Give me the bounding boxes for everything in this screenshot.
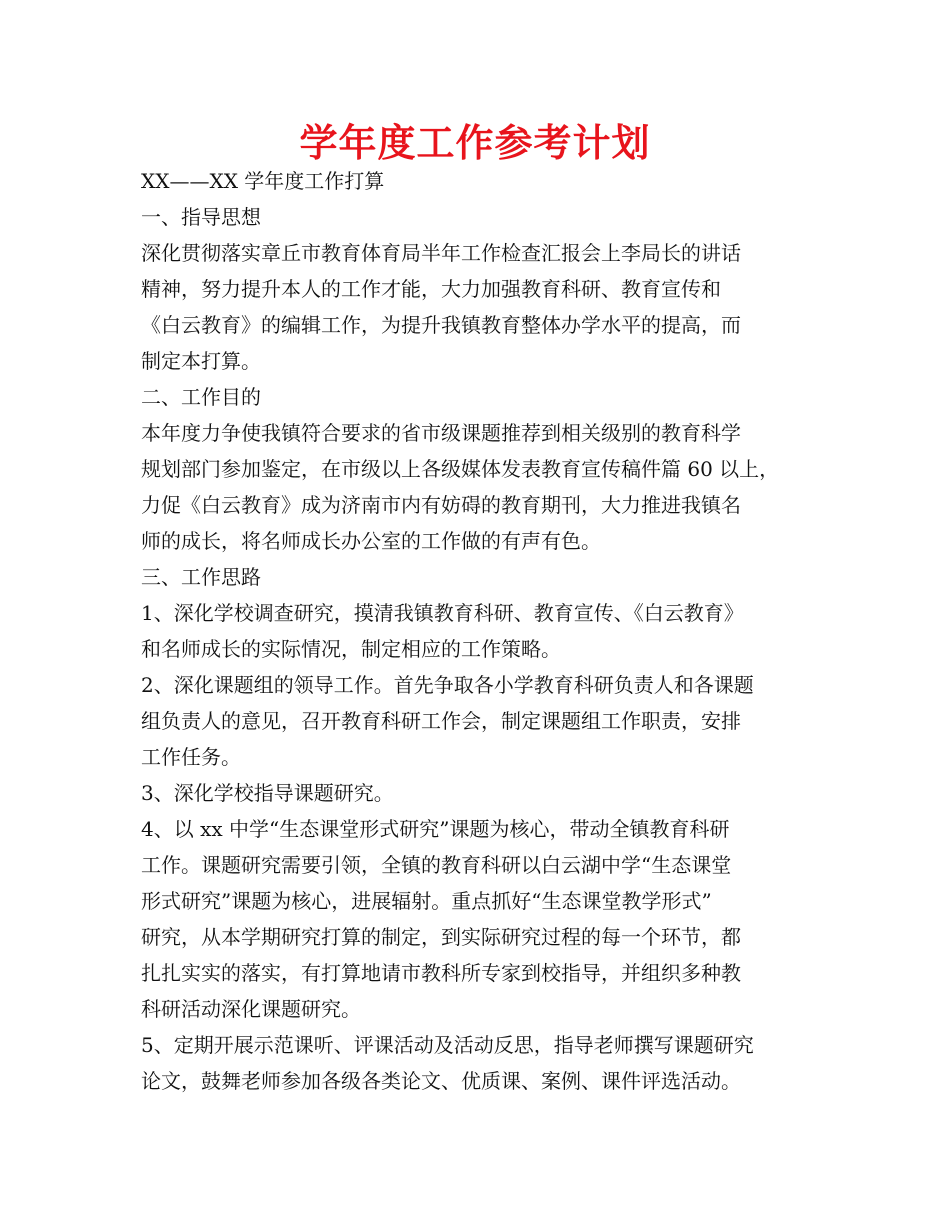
- text-line: 规划部门参加鉴定，在市级以上各级媒体发表教育宣传稿件篇 60 以上，: [141, 457, 780, 481]
- text-line: 扎扎实实的落实，有打算地请市教科所专家到校指导，并组织多种教: [141, 961, 741, 985]
- list-item: 4、以 xx 中学“生态课堂形式研究”课题为核心，带动全镇教育科研: [141, 817, 730, 841]
- text-line: XX——XX 学年度工作打算: [141, 169, 385, 193]
- document-title: 学年度工作参考计划: [299, 121, 651, 165]
- list-item: 3、深化学校指导课题研究。: [141, 781, 394, 805]
- text-line: 工作。课题研究需要引领，全镇的教育科研以白云湖中学“生态课堂: [141, 853, 732, 877]
- section-heading: 三、工作思路: [141, 565, 261, 589]
- text-line: 组负责人的意见，召开教育科研工作会，制定课题组工作职责，安排: [141, 709, 741, 733]
- list-item: 1、深化学校调查研究，摸清我镇教育科研、教育宣传、《白云教育》: [141, 601, 744, 625]
- text-line: 研究，从本学期研究打算的制定，到实际研究过程的每一个环节，都: [141, 925, 741, 949]
- section-heading: 一、指导思想: [141, 205, 261, 229]
- text-line: 师的成长，将名师成长办公室的工作做的有声有色。: [141, 529, 601, 553]
- text-line: 形式研究”课题为核心，进展辐射。重点抓好“生态课堂教学形式”: [141, 889, 712, 913]
- text-line: 精神，努力提升本人的工作才能，大力加强教育科研、教育宣传和: [141, 277, 721, 301]
- text-line: 力促《白云教育》成为济南市内有妨碍的教育期刊，大力推进我镇名: [141, 493, 741, 517]
- list-item: 2、深化课题组的领导工作。首先争取各小学教育科研负责人和各课题: [141, 673, 754, 697]
- text-line: 论文，鼓舞老师参加各级各类论文、优质课、案例、课件评选活动。: [141, 1069, 741, 1093]
- text-line: 和名师成长的实际情况，制定相应的工作策略。: [141, 637, 561, 661]
- text-line: 深化贯彻落实章丘市教育体育局半年工作检查汇报会上李局长的讲话: [141, 241, 741, 265]
- text-line: 制定本打算。: [141, 349, 261, 373]
- text-line: 工作任务。: [141, 745, 241, 769]
- text-line: 《白云教育》的编辑工作，为提升我镇教育整体办学水平的提高，而: [141, 313, 741, 337]
- section-heading: 二、工作目的: [141, 385, 261, 409]
- list-item: 5、定期开展示范课听、评课活动及活动反思，指导老师撰写课题研究: [141, 1033, 754, 1057]
- text-line: 本年度力争使我镇符合要求的省市级课题推荐到相关级别的教育科学: [141, 421, 741, 445]
- text-line: 科研活动深化课题研究。: [141, 997, 361, 1021]
- document-body: [141, 163, 813, 1099]
